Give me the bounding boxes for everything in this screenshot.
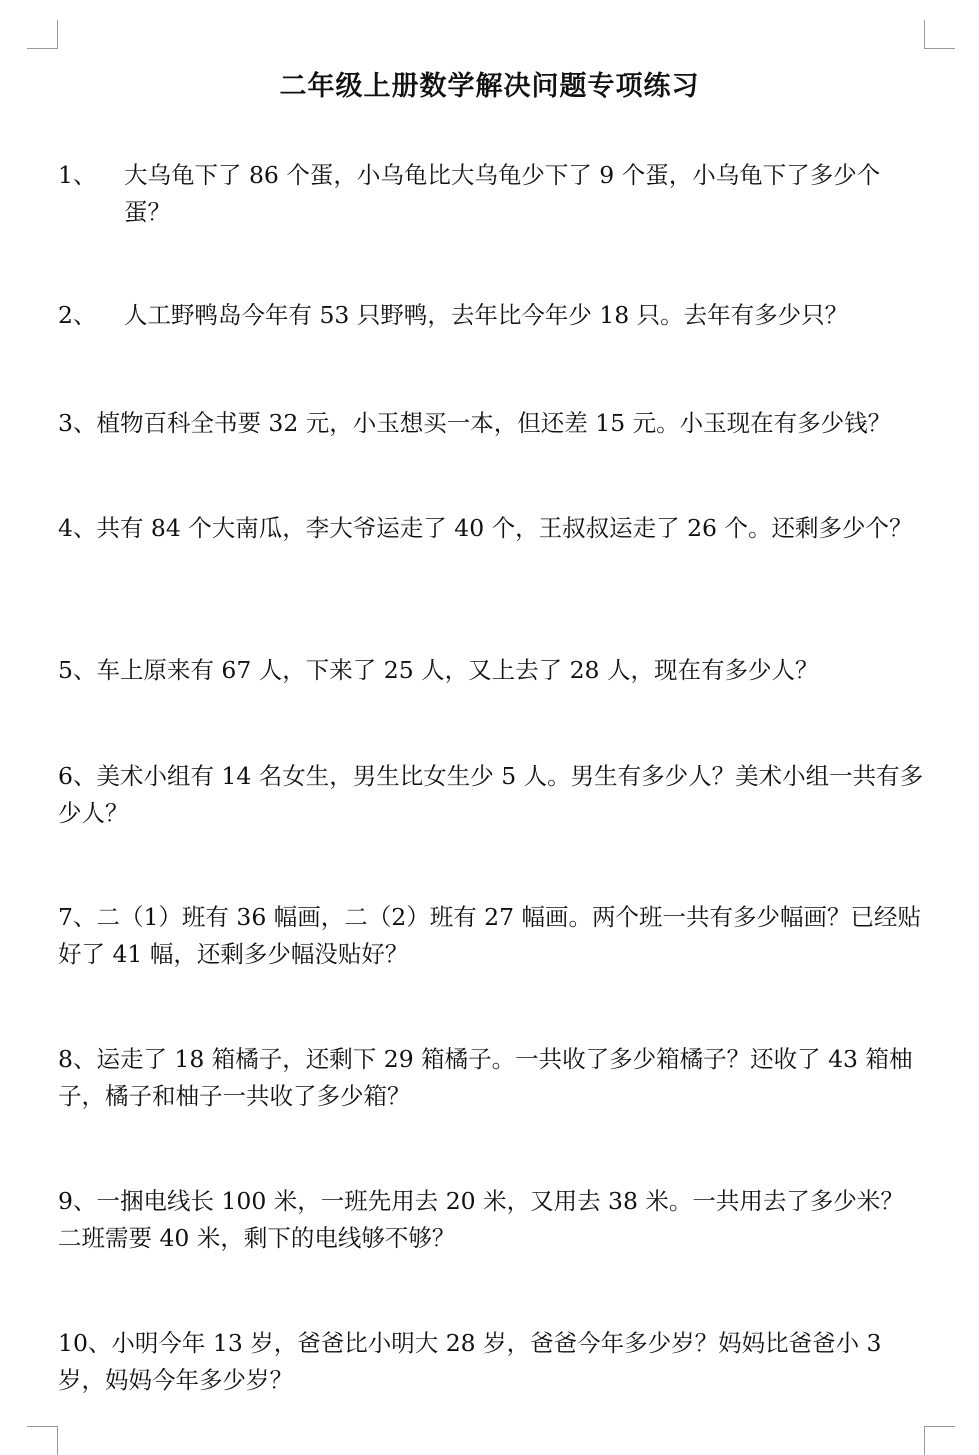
question-7 [58, 899, 924, 973]
question-text: 大乌龟下了 86 个蛋，小乌龟比大乌龟少下了 9 个蛋，小乌龟下了多少个蛋？ [124, 161, 881, 226]
question-4 [58, 510, 924, 547]
question-number: 7、 [58, 903, 97, 931]
question-number: 3、 [58, 409, 97, 437]
question-1 [58, 157, 924, 231]
question-number: 10、 [58, 1329, 112, 1357]
question-number: 8、 [58, 1045, 97, 1073]
question-number: 2、 [58, 301, 97, 329]
question-text: 二（1）班有 36 幅画，二（2）班有 27 幅画。两个班一共有多少幅画？已经贴好了 41 幅，还剩多少幅没贴好？ [58, 903, 922, 968]
question-10 [58, 1325, 924, 1399]
question-text: 人工野鸭岛今年有 53 只野鸭，去年比今年少 18 只。去年有多少只？ [124, 301, 849, 329]
crop-mark-top-right [924, 20, 955, 49]
crop-mark-bottom-right [924, 1426, 955, 1455]
question-text: 小明今年 13 岁，爸爸比小明大 28 岁，爸爸今年多少岁？妈妈比爸爸小 3 岁，妈妈今年多少岁？ [58, 1329, 882, 1394]
question-5 [58, 652, 924, 689]
question-number: 5、 [58, 656, 97, 684]
crop-mark-top-left [27, 20, 58, 49]
question-6 [58, 758, 924, 832]
crop-mark-bottom-left [27, 1426, 58, 1455]
question-text: 植物百科全书要 32 元，小玉想买一本，但还差 15 元。小玉现在有多少钱？ [96, 409, 892, 437]
question-text: 车上原来有 67 人，下来了 25 人，又上去了 28 人，现在有多少人？ [96, 656, 819, 684]
question-2 [58, 297, 924, 334]
question-text: 美术小组有 14 名女生，男生比女生少 5 人。男生有多少人？美术小组一共有多少人？ [58, 762, 924, 827]
question-8 [58, 1041, 924, 1115]
question-number: 9、 [58, 1187, 97, 1215]
question-9 [58, 1183, 924, 1257]
question-3 [58, 405, 924, 442]
question-text: 运走了 18 箱橘子，还剩下 29 箱橘子。一共收了多少箱橘子？还收了 43 箱柚子，橘子和柚子一共收了多少箱？ [58, 1045, 913, 1110]
question-number: 6、 [58, 762, 97, 790]
page-title: 二年级上册数学解决问题专项练习 [279, 71, 700, 102]
question-number: 1、 [58, 161, 97, 189]
question-number: 4、 [58, 514, 97, 542]
question-text: 共有 84 个大南瓜，李大爷运走了 40 个，王叔叔运走了 26 个。还剩多少个？ [96, 514, 913, 542]
question-text: 一捆电线长 100 米，一班先用去 20 米，又用去 38 米。一共用去了多少米？二班需要 40 米，剩下的电线够不够？ [58, 1187, 904, 1252]
